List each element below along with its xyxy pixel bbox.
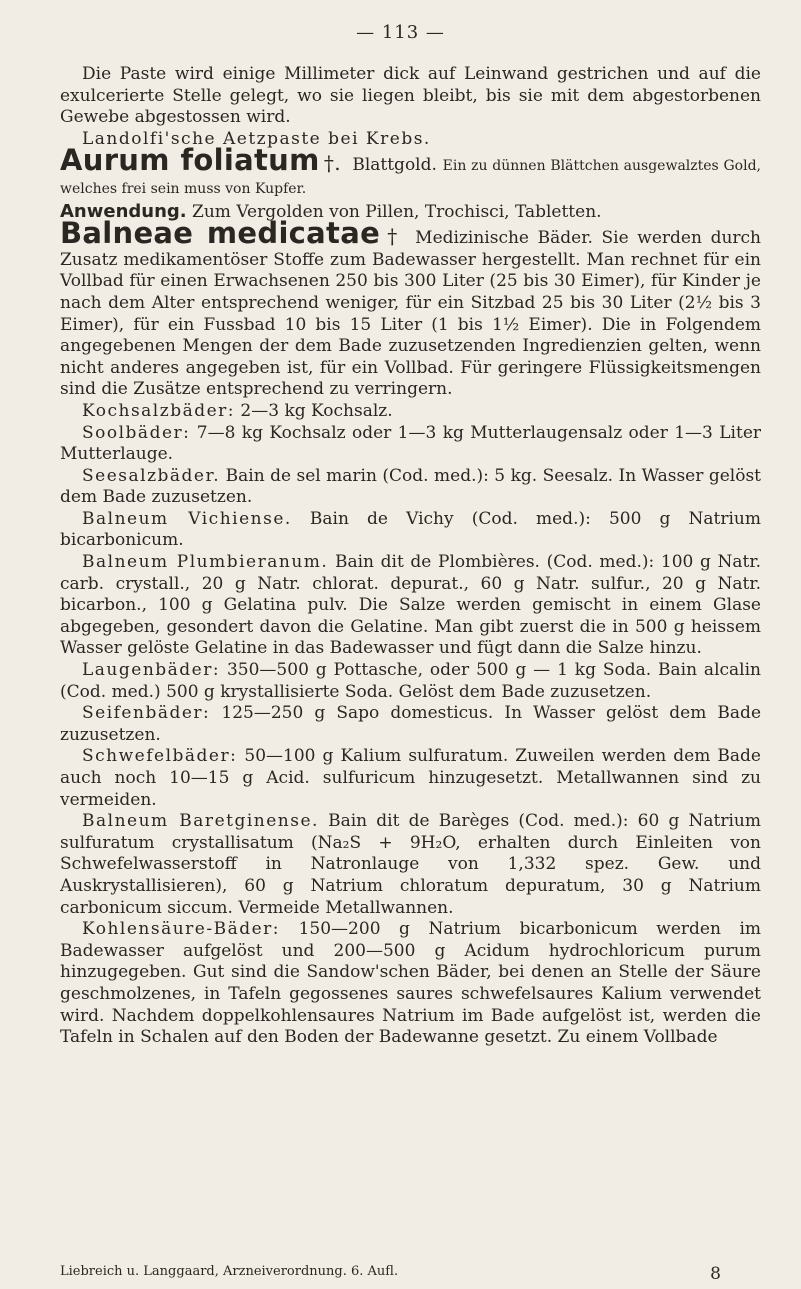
body-text [60,64,761,1049]
bath-entry [60,423,761,466]
balneae-dagger: † [384,224,401,249]
bath-text: Bain de Vichy (Cod. med.): 500 g Natrium bicarbonicum. [60,508,761,551]
bath-text: Bain dit de Barèges (Cod. med.): 60 g Natrium sulfuratum crystallisatum (Na₂S + 9H₂O, erhalten durch Einleiten von Schwefelwasserstoff in Natronlauge von 1,332 spez. Gew. und Auskrystallisieren), 60 g Natrium chloratum depuratum, 30 g Natrium carbonicum siccum. Vermeide Metallwannen. [60,811,761,918]
bath-text: 50—100 g Kalium sulfuratum. Zuweilen werden dem Bade auch noch 10—15 g Acid. sulfuricum hinzugesetzt. Metallwannen sind zu vermeiden. [60,746,761,810]
aurum-heading: Aurum foliatum [60,143,320,178]
bath-entry [60,466,761,509]
bath-name: Balneum Plumbieranum. [82,552,329,573]
bath-name: Balneum Vichiense. [82,508,292,529]
footer-signature: 8 [710,1264,721,1284]
bath-entry [60,401,761,423]
bath-entry [60,746,761,811]
bath-entry [60,811,761,919]
bath-entry [60,919,761,1049]
aurum-translation: Blattgold. [352,155,437,176]
bath-name: Schwefelbäder: [82,746,238,767]
page-number: — 113 — [356,22,445,43]
bath-text: 2—3 kg Kochsalz. [240,400,393,421]
bath-name: Seifenbäder: [82,703,211,724]
bath-name: Laugenbäder: [82,660,221,681]
bath-name: Kohlensäure-Bäder: [82,919,281,940]
bath-text: Bain de sel marin (Cod. med.): 5 kg. Seesalz. In Wasser gelöst dem Bade zuzusetzen. [60,465,762,508]
aurum-usage-text: Zum Vergolden von Pillen, Trochisci, Tabletten. [192,201,602,222]
bath-text: 350—500 g Pottasche, oder 500 g — 1 kg Soda. Bain alcalin (Cod. med.) 500 g krystallisierte Soda. Gelöst dem Bade zuzusetzen. [60,660,761,702]
intro-paragraph: Die Paste wird einige Millimeter dick auf Leinwand gestrichen und auf die exulcerierte Stelle gelegt, wo sie liegen bleibt, bis sie mit dem abgestorbenen Gewebe abgestossen wird. [60,64,761,128]
balneae-entry [60,216,761,401]
landolfi-title: Landolfi'sche Aetzpaste bei Krebs. [82,128,431,149]
balneae-heading: Balneae medicatae [60,216,381,251]
balneae-intro: Sie werden durch Zusatz medikamentöser Stoffe zum Badewasser hergestellt. Man rechnet für ein Vollbad für einen Erwachsenen 250 bis 300 Liter (25 bis 30 Eimer), für Kinder je nach dem Alter entsprechend weniger, für ein Sitzbad 25 bis 30 Liter (2½ bis 3 Eimer), für ein Fussbad 10 bis 15 Liter (1 bis 1½ Eimer). Die in Folgendem angegebenen Mengen der dem Bade zuzusetzenden Ingredienzien gelten, wenn nicht anderes angegeben ist, für ein Vollbad. Für geringere Flüssigkeitsmengen sind die Zusätze entsprechend zu verringern. [60,228,761,400]
bath-entry [60,660,761,703]
bath-entry [60,703,761,746]
bath-entry [60,552,761,660]
bath-text: Bain dit de Plombières. (Cod. med.): 100 g Natr. carb. crystall., 20 g Natr. chlorat. depurat., 60 g Natr. sulfur., 20 g Natr. bicarbon., 100 g Gelatina pulv. Die Salze werden gemischt in einem Glase abgegeben, gesondert davon die Gelatine. Man gibt zuerst die in 500 g heissem Wasser gelöste Gelatine in das Badewasser und fügt dann die Salze hinzu. [60,552,762,659]
balneae-translation: Medizinische Bäder. [415,228,593,249]
aurum-usage-label: Anwendung. [60,200,187,222]
bath-name: Seesalzbäder. [82,465,221,486]
bath-name: Balneum Baretginense. [82,811,319,832]
aurum-entry [60,143,762,200]
bath-entry [60,509,761,552]
footer-source: Liebreich u. Langgaard, Arzneiverordnung. 6. Aufl. [60,1264,399,1279]
bath-name: Soolbäder: [82,422,191,443]
bath-text: 7—8 kg Kochsalz oder 1—3 kg Mutterlaugensalz oder 1—3 Liter Mutterlauge. [60,422,762,465]
bath-name: Kochsalzbäder: [82,400,236,421]
page-footer [60,1264,761,1284]
bath-text: 150—200 g Natrium bicarbonicum werden im Badewasser aufgelöst und 200—500 g Acidum hydrochloricum purum hinzugegeben. Gut sind die Sandow'schen Bäder, bei denen an Stelle der Säure geschmolzenes, in Tafeln gegossenes saures schwefelsaures Kalium verwendet wird. Nachdem doppelkohlensaures Natrium im Bade aufgelöst ist, werden die Tafeln in Schalen auf den Boden der Badewanne gesetzt. Zu einem Vollbade [60,919,762,1048]
aurum-description: Ein zu dünnen Blättchen ausgewalztes Gold, welches frei sein muss von Kupfer. [60,158,762,197]
bath-text: 125—250 g Sapo domesticus. In Wasser gelöst dem Bade zuzusetzen. [60,703,762,745]
aurum-dagger: †. [323,151,341,176]
